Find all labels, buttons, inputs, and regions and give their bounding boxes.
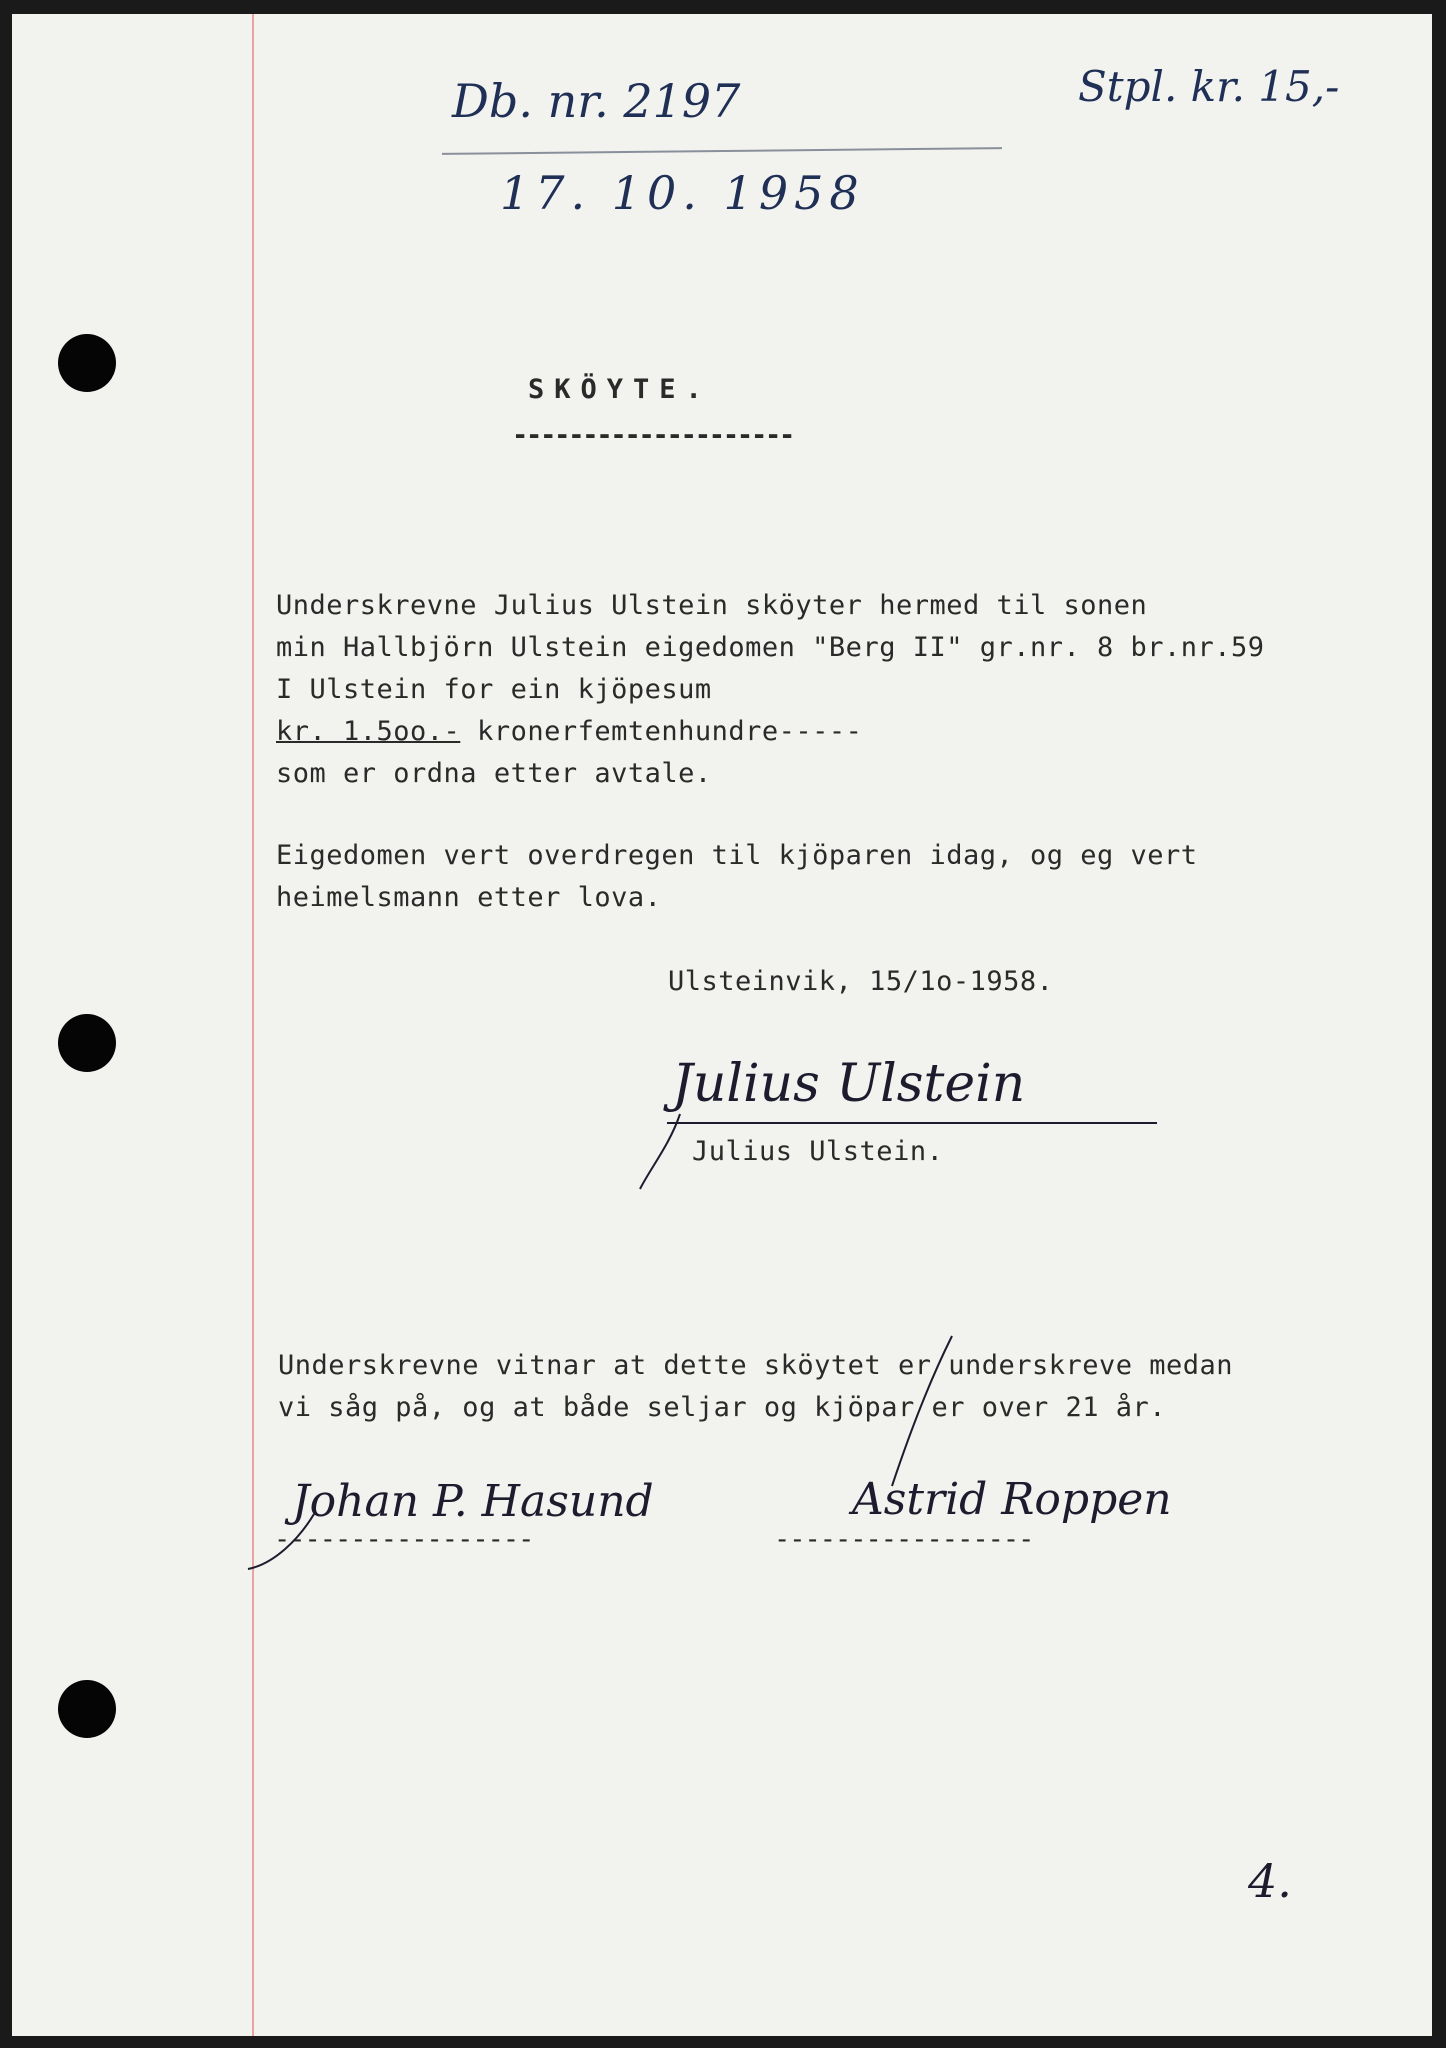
seller-signature-line [667,1122,1157,1124]
witness-1-signature: Johan P. Hasund [292,1476,654,1527]
witness-1-rule: ----------------- [274,1524,534,1555]
header-rule [442,147,1002,155]
body-line-amount [276,716,862,747]
witness-line-2: vi såg på, og at både seljar og kjöpar er over 21 år. [278,1392,1167,1423]
doc-date: 17. 10. 1958 [500,166,865,220]
document-page [12,14,1432,2036]
doc-number: Db. nr. 2197 [452,74,741,128]
body-line-6: Eigedomen vert overdregen til kjöparen idag, og eg vert [276,840,1198,871]
document-title: SKÖYTE. [528,374,712,405]
faint-watermark [894,894,992,923]
witness-1-flourish [244,1514,324,1574]
witness-2-rule: ----------------- [774,1524,1034,1555]
body-line-5: som er ordna etter avtale. [276,758,712,789]
red-margin-line [252,14,254,2036]
body-line-2: min Hallbjörn Ulstein eigedomen "Berg II" gr.nr. 8 br.nr.59 [276,632,1265,663]
purchase-amount: kr. 1.5oo.- [276,716,461,747]
punch-hole [58,1014,116,1072]
body-line-7: heimelsmann etter lova. [276,882,662,913]
witness-line-1: Underskrevne vitnar at dette sköytet er underskreve medan [278,1350,1234,1381]
punch-hole [58,1680,116,1738]
page-mark: 4. [1248,1854,1292,1908]
witness-2-flourish [872,1336,962,1496]
punch-hole [58,334,116,392]
body-line-1: Underskrevne Julius Ulstein sköyter hermed til sonen [276,590,1148,621]
stamp-duty: Stpl. kr. 15,- [1078,62,1340,111]
purchase-amount-words: kronerfemtenhundre----- [460,716,863,747]
signature-flourish [630,1114,690,1194]
witness-2-signature: Astrid Roppen [852,1474,1172,1525]
body-line-3: I Ulstein for ein kjöpesum [276,674,712,705]
seller-signature: Julius Ulstein [672,1054,1026,1114]
place-date: Ulsteinvik, 15/1o-1958. [668,966,1054,997]
title-rule: -------------------- [512,420,794,451]
seller-printed-name: Julius Ulstein. [692,1136,944,1167]
